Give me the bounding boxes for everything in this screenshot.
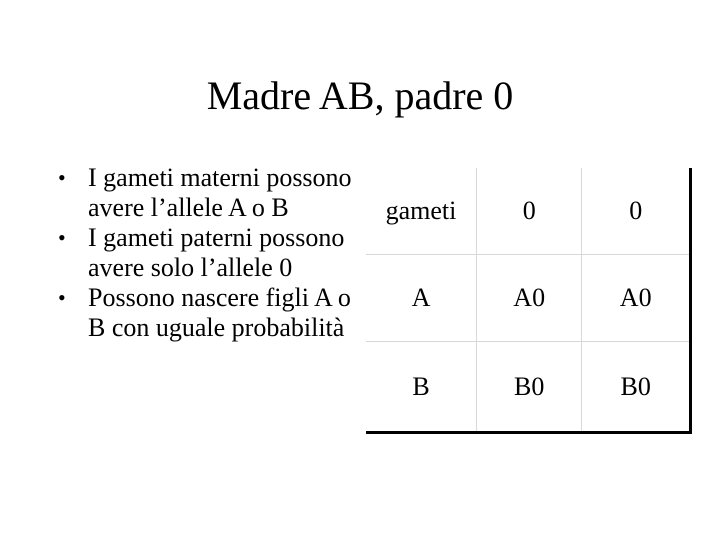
table-cell: A0 [582, 254, 691, 342]
bullet-dot-icon: • [58, 285, 66, 310]
bullet-text: I gameti paterni possono avere solo l’allele 0 [88, 223, 345, 282]
header-cell-father-gamete-1: 0 [477, 168, 582, 254]
header-cell-gameti: gameti [366, 168, 477, 254]
bullet-item [58, 223, 358, 283]
table-row [366, 254, 691, 342]
table-row [366, 342, 691, 433]
bullet-dot-icon: • [58, 165, 66, 190]
punnett-table [366, 168, 692, 434]
table-cell: B0 [477, 342, 582, 433]
header-cell-father-gamete-2: 0 [582, 168, 691, 254]
row-head-mother-gamete-b: B [366, 342, 477, 433]
bullet-text: I gameti materni possono avere l’allele A o B [88, 163, 352, 222]
row-head-mother-gamete-a: A [366, 254, 477, 342]
table-header-row [366, 168, 691, 254]
punnett-square [366, 168, 692, 434]
bullet-item [58, 163, 358, 223]
bullet-list [58, 163, 358, 343]
slide-title: Madre AB, padre 0 [206, 73, 514, 118]
bullet-text: Possono nascere figli A o B con uguale probabilità [88, 283, 351, 342]
bullet-dot-icon: • [58, 225, 66, 250]
table-cell: B0 [582, 342, 691, 433]
table-cell: A0 [477, 254, 582, 342]
bullet-item [58, 283, 358, 343]
